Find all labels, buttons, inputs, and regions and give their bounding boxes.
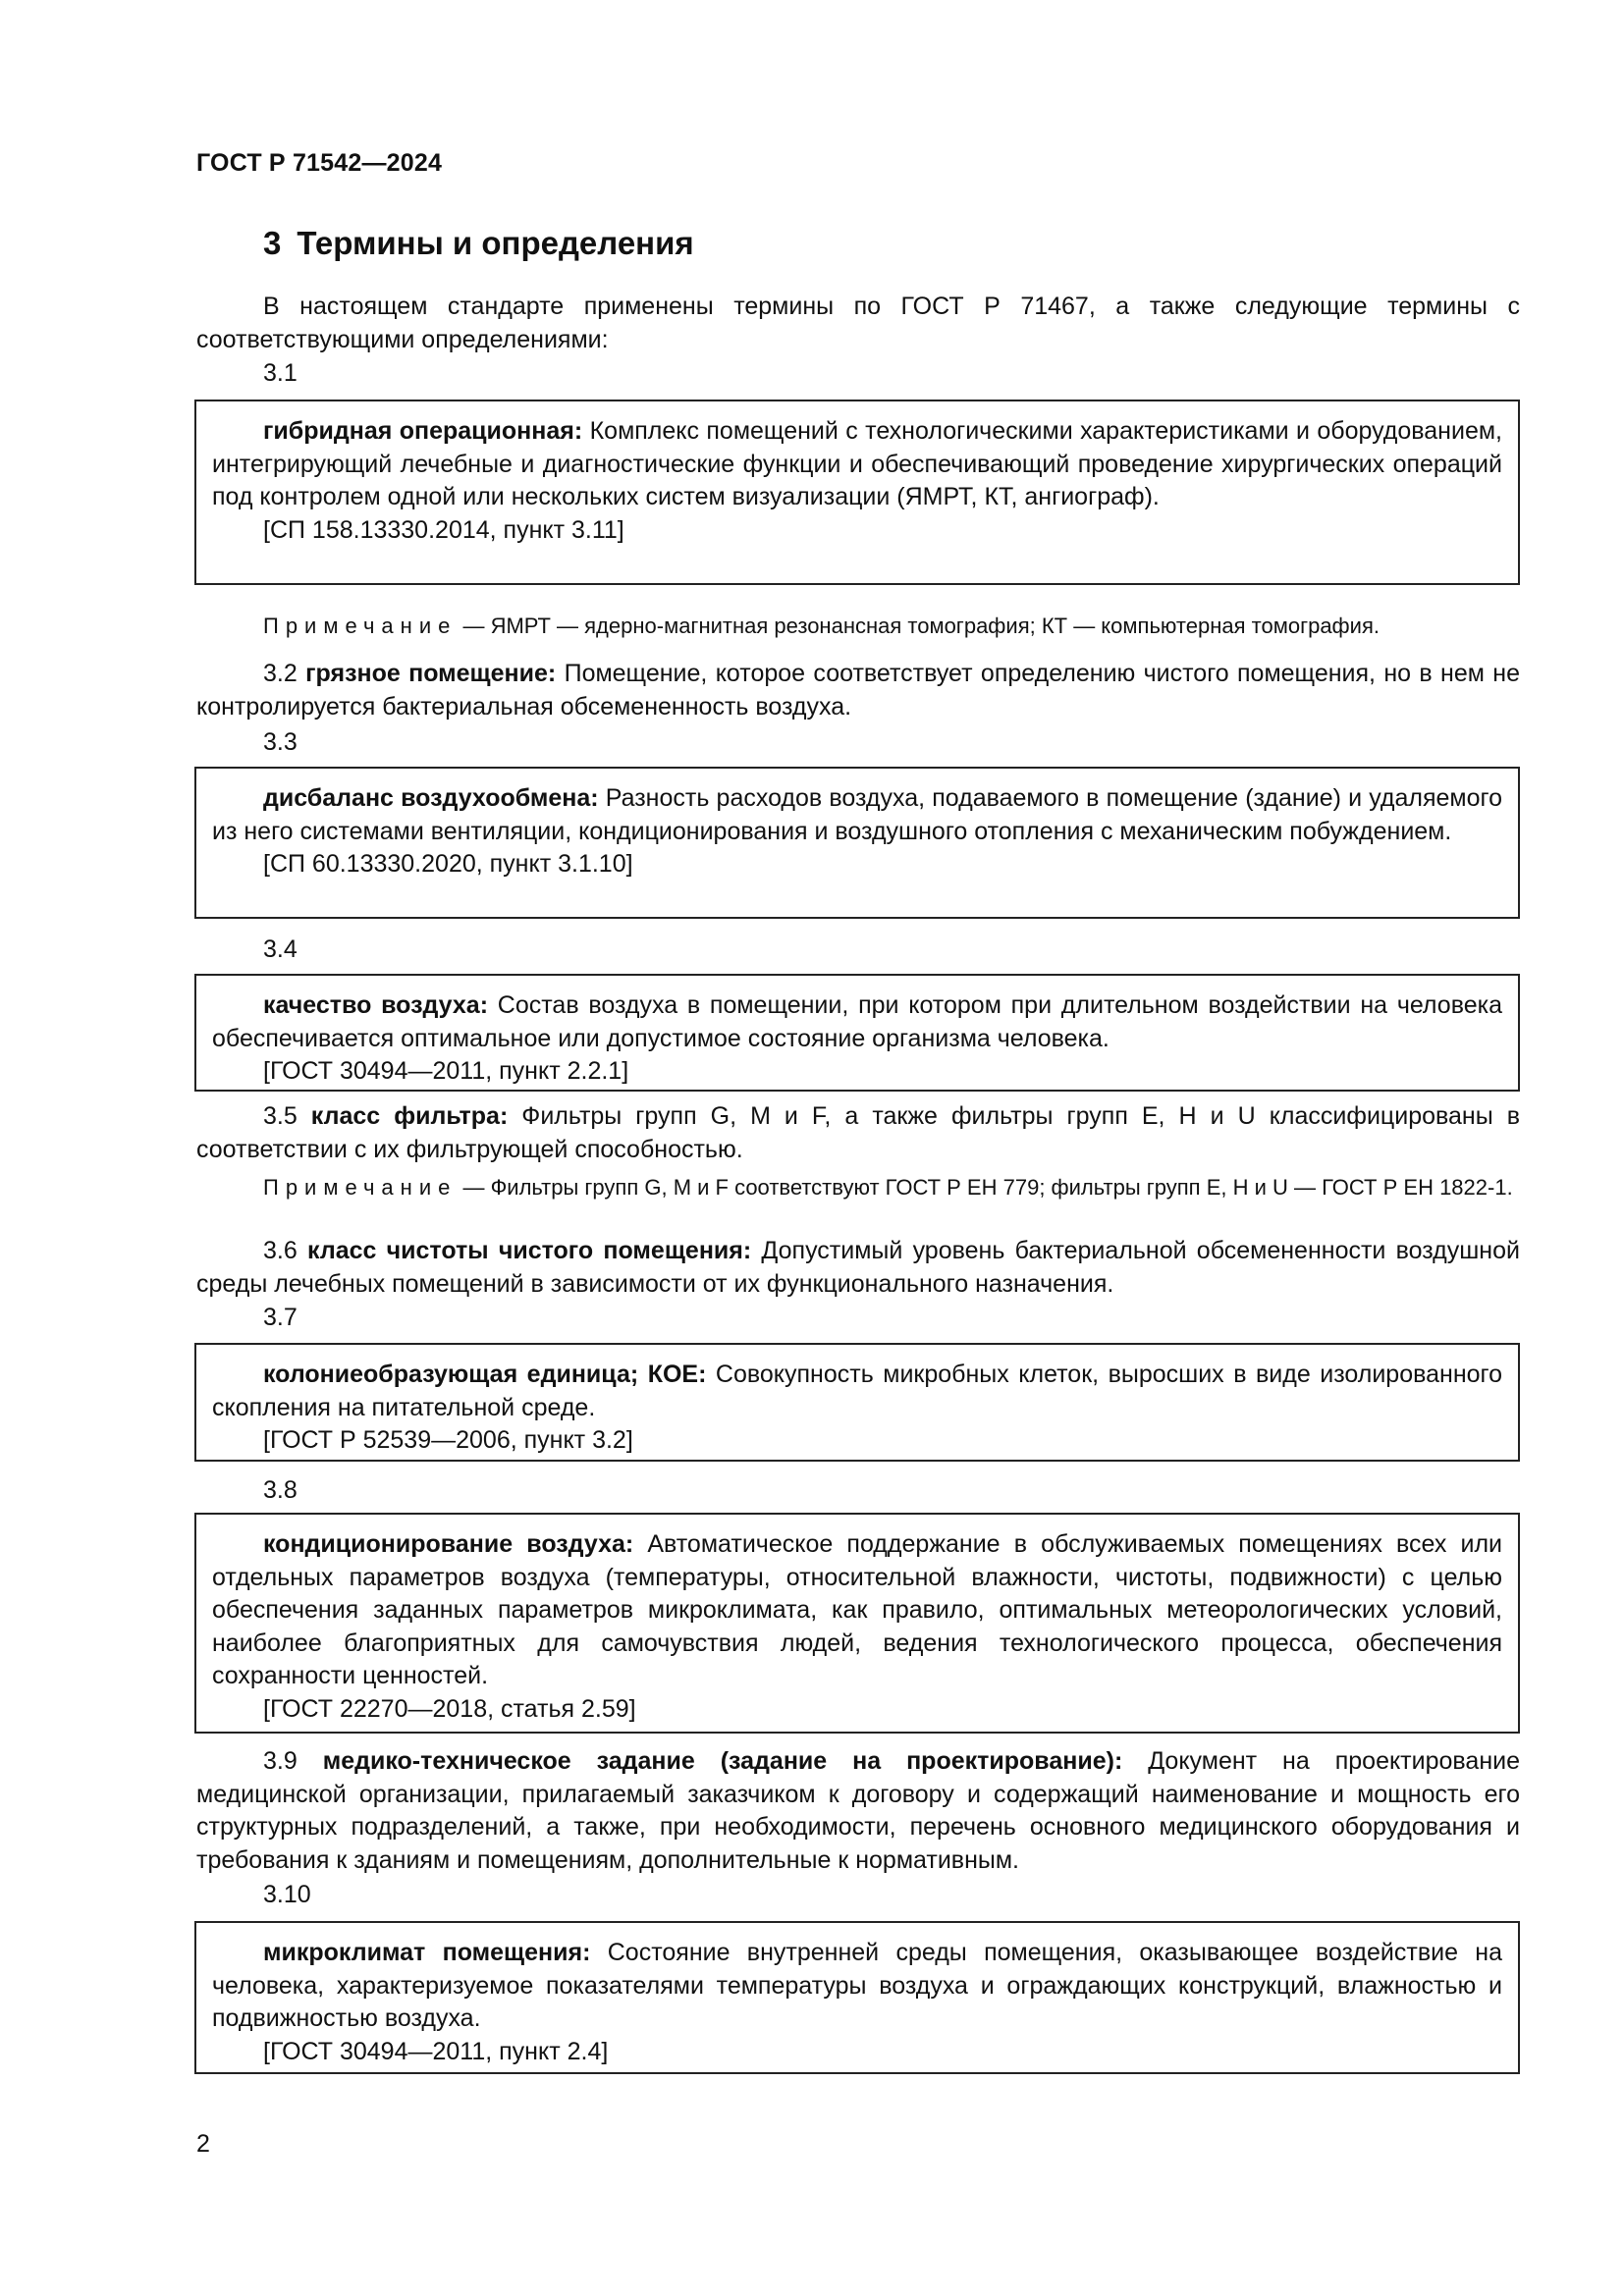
term-name: кондиционирование воздуха: [263, 1530, 634, 1558]
term-name: дисбаланс воздухообмена: [263, 784, 599, 812]
term-box-3-8 [194, 1513, 1520, 1734]
term-number: 3.5 [263, 1102, 298, 1130]
note-text: — Фильтры групп G, M и F соответствуют ГОСТ Р ЕН 779; фильтры групп E, H и U — ГОСТ Р ЕН 1822-1. [457, 1175, 1513, 1200]
term-name: микроклимат помещения: [263, 1939, 591, 1966]
section-number: 3 [263, 225, 282, 261]
term-source: [СП 158.13330.2014, пункт 3.11] [263, 515, 624, 544]
term-text: Состав воздуха в помещении, при котором при длительном воздействии на человека обеспечивается оптимальное или допустимое состояние организма человека. [212, 991, 1502, 1052]
term-number-3-7: 3.7 [263, 1304, 298, 1331]
term-name: класс фильтра: [310, 1102, 509, 1130]
page-number: 2 [196, 2130, 210, 2158]
term-source: [ГОСТ Р 52539—2006, пункт 3.2] [263, 1426, 633, 1454]
term-number-3-3: 3.3 [263, 728, 298, 756]
term-source: [СП 60.13330.2020, пункт 3.1.10] [263, 850, 633, 878]
term-name: класс чистоты чистого помещения: [307, 1237, 752, 1264]
term-number: 3.6 [263, 1237, 298, 1264]
term-number: 3.2 [263, 660, 298, 687]
term-paragraph-3-5 [196, 1100, 1520, 1166]
term-name: медико-техническое задание (задание на проектирование): [322, 1747, 1123, 1775]
term-box-3-4 [194, 974, 1520, 1092]
note-1 [196, 611, 1520, 641]
term-definition [212, 782, 1502, 848]
term-number: 3.9 [263, 1747, 298, 1775]
note-label: Примечание [263, 614, 458, 638]
term-source: [ГОСТ 22270—2018, статья 2.59] [263, 1694, 636, 1723]
term-box-3-7 [194, 1343, 1520, 1462]
term-source: [ГОСТ 30494—2011, пункт 2.2.1] [263, 1057, 629, 1085]
term-text: Совокупность микробных клеток, выросших в виде изолированного скопления на питательной среде. [212, 1361, 1502, 1421]
term-definition [212, 1937, 1502, 2036]
term-name: гибридная операционная: [263, 417, 583, 445]
term-definition [212, 1528, 1502, 1693]
term-box-3-1 [194, 400, 1520, 585]
term-paragraph-3-6 [196, 1235, 1520, 1301]
note-label: Примечание [263, 1175, 458, 1200]
note-text: — ЯМРТ — ядерно-магнитная резонансная томография; КТ — компьютерная томография. [457, 614, 1380, 638]
term-number-3-8: 3.8 [263, 1476, 298, 1504]
intro-paragraph: В настоящем стандарте применены термины по ГОСТ Р 71467, а также следующие термины с соответствующими определениями: [196, 293, 1520, 353]
term-definition [212, 989, 1502, 1055]
section-title [263, 225, 694, 262]
term-text: Состояние внутренней среды помещения, оказывающее воздействие на человека, характеризуемое показателями температуры воздуха и ограждающих конструкций, влажностью и подвижностью воздуха. [212, 1939, 1503, 2032]
term-number-3-1: 3.1 [263, 359, 298, 387]
document-header: ГОСТ Р 71542—2024 [196, 149, 443, 177]
note-2 [196, 1172, 1520, 1202]
term-paragraph-3-2 [196, 658, 1520, 723]
term-box-3-10 [194, 1921, 1520, 2074]
term-box-3-3 [194, 767, 1520, 919]
term-paragraph-3-9 [196, 1745, 1520, 1877]
term-number-3-10: 3.10 [263, 1881, 311, 1908]
section-title-text: Термины и определения [297, 225, 694, 261]
term-text: Комплекс помещений с технологическими характеристиками и оборудованием, интегрирующий лечебные и диагностические функции и обеспечивающий проведение хирургических операций под контролем одной или нескольких систем визуализации (ЯМРТ, КТ, ангиограф). [212, 417, 1502, 510]
term-name: грязное помещение: [305, 660, 557, 687]
term-text: Разность расходов воздуха, подаваемого в помещение (здание) и удаляемого из него системами вентиляции, кондиционирования и воздушного отопления с механическим побуждением. [212, 784, 1502, 845]
term-text: Допустимый уровень бактериальной обсемененности воздушной среды лечебных помещений в зависимости от их функционального назначения. [196, 1237, 1520, 1298]
term-definition [212, 415, 1502, 514]
term-text: Документ на проектирование медицинской организации, прилагаемый заказчиком к договору и содержащий наименование и мощность его структурных подразделений, а также, при необходимости, перечень основного медицинского оборудования и требования к зданиям и помещениям, дополнительные к нормативным. [196, 1747, 1520, 1874]
term-text: Фильтры групп G, M и F, а также фильтры групп E, H и U классифицированы в соответствии с их фильтрующей способностью. [196, 1102, 1520, 1163]
term-name: качество воздуха: [263, 991, 489, 1019]
term-text: Помещение, которое соответствует определению чистого помещения, но в нем не контролируется бактериальная обсемененность воздуха. [196, 660, 1520, 721]
term-source: [ГОСТ 30494—2011, пункт 2.4] [263, 2037, 609, 2065]
term-number-3-4: 3.4 [263, 935, 298, 963]
term-definition [212, 1359, 1502, 1424]
term-name: колониеобразующая единица; КОЕ: [263, 1361, 707, 1388]
term-text: Автоматическое поддержание в обслуживаемых помещениях всех или отдельных параметров воздуха (температуры, относительной влажности, чистоты, подвижности) с целью обеспечения заданных параметров микроклимата, как правило, оптимальных метеорологических условий, наиболее благоприятных для самочувствия людей, ведения технологического процесса, обеспечения сохранности ценностей. [212, 1530, 1502, 1689]
